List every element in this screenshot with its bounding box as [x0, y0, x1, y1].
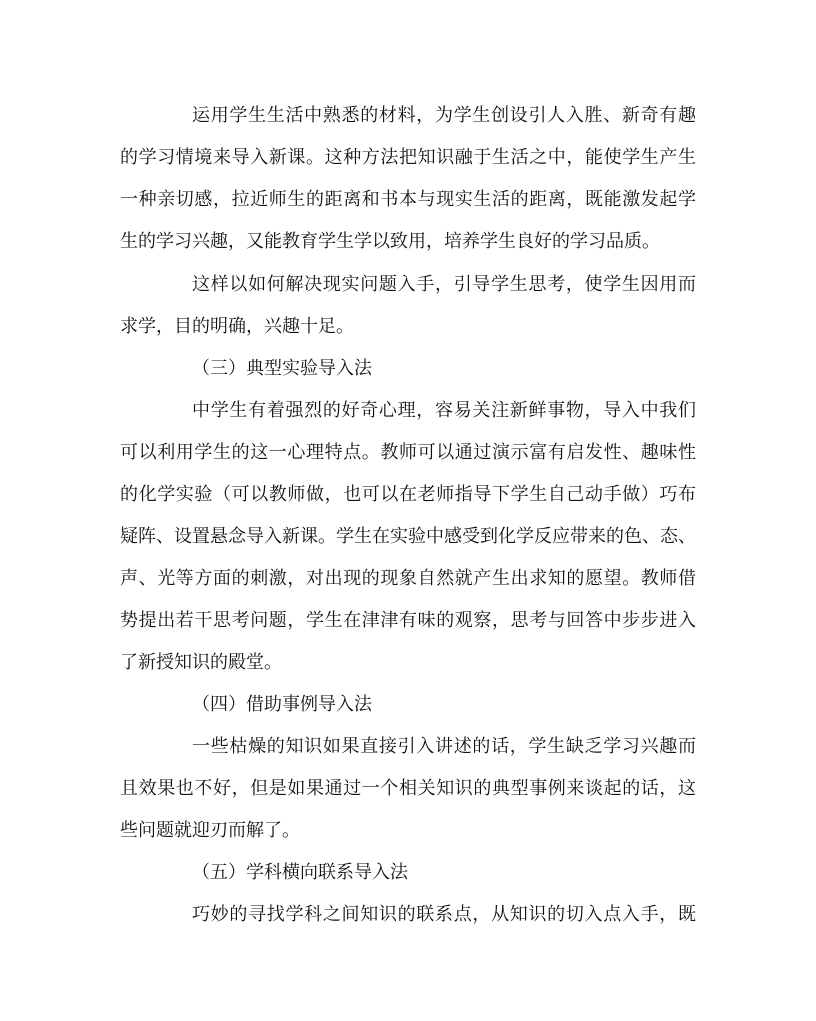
paragraph-line: 势提出若干思考问题，学生在津津有味的观察，思考与回答中步步进入: [120, 610, 696, 631]
paragraph-line: 中学生有着强烈的好奇心理，容易关注新鲜事物，导入中我们: [192, 400, 696, 421]
paragraph-line: 一些枯燥的知识如果直接引入讲述的话，学生缺乏学习兴趣而: [192, 736, 696, 757]
paragraph-line: 可以利用学生的这一心理特点。教师可以通过演示富有启发性、趣味性: [120, 442, 696, 463]
paragraph-line: 的化学实验（可以教师做，也可以在老师指导下学生自己动手做）巧布: [120, 484, 696, 505]
paragraph-line: 生的学习兴趣，又能教育学生学以致用，培养学生良好的学习品质。: [120, 231, 660, 252]
paragraph-line: 巧妙的寻找学科之间知识的联系点，从知识的切入点入手，既: [192, 904, 696, 925]
paragraph-line: 的学习情境来导入新课。这种方法把知识融于生活之中，能使学生产生: [120, 147, 696, 168]
paragraph-line: 一种亲切感，拉近师生的距离和书本与现实生活的距离，既能激发起学: [120, 189, 696, 210]
paragraph-line: 声、光等方面的刺激，对出现的现象自然就产生出求知的愿望。教师借: [120, 568, 696, 589]
paragraph-line: 疑阵、设置悬念导入新课。学生在实验中感受到化学反应带来的色、态、: [120, 526, 696, 547]
paragraph-line: 了新授知识的殿堂。: [120, 652, 282, 673]
paragraph-line: 运用学生生活中熟悉的材料，为学生创设引人入胜、新奇有趣: [192, 105, 696, 126]
section-heading: （四）借助事例导入法: [192, 694, 372, 715]
paragraph-line: 这样以如何解决现实问题入手，引导学生思考，使学生因用而: [192, 274, 696, 295]
section-heading: （五）学科横向联系导入法: [192, 862, 408, 883]
paragraph-line: 些问题就迎刃而解了。: [120, 820, 300, 841]
paragraph-line: 且效果也不好，但是如果通过一个相关知识的典型事例来谈起的话，这: [120, 778, 696, 799]
paragraph-line: 求学，目的明确，兴趣十足。: [120, 316, 354, 337]
section-heading: （三）典型实验导入法: [192, 358, 372, 379]
